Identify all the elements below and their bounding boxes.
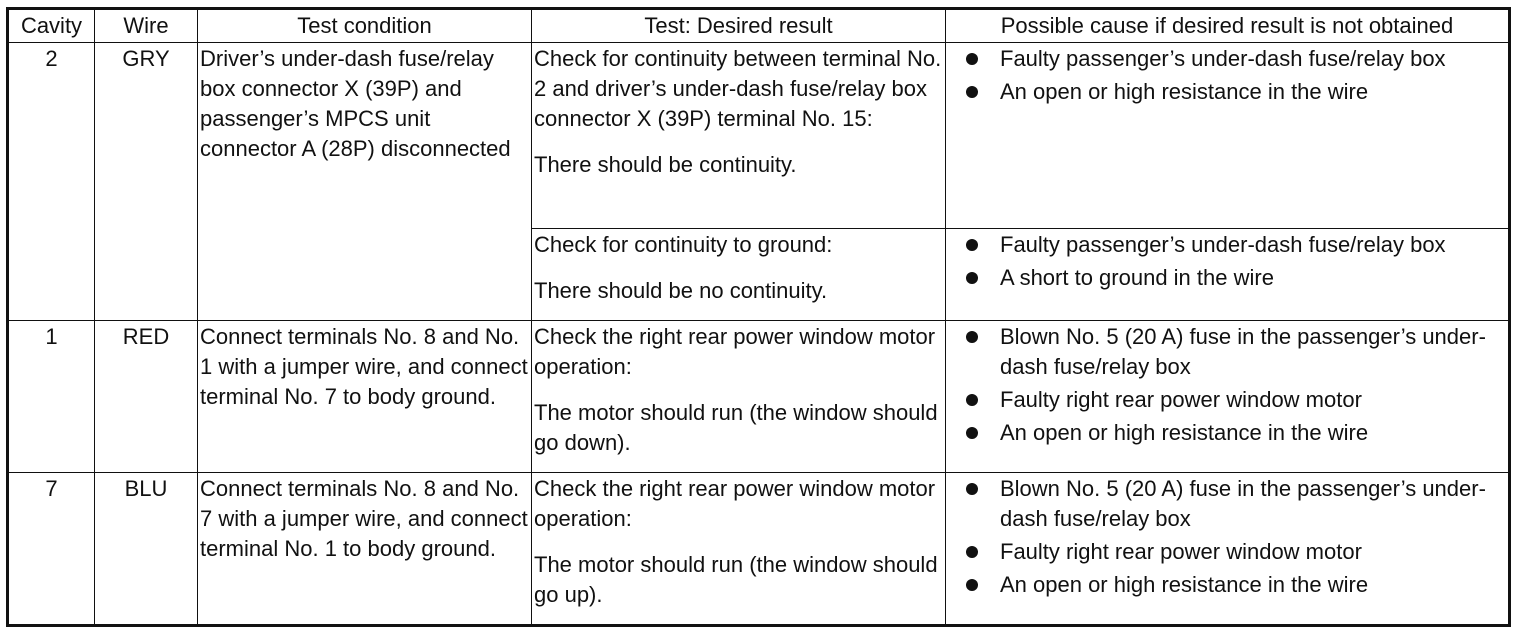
header-row bbox=[8, 9, 1510, 43]
list-item: Blown No. 5 (20 A) fuse in the passenger’s under-dash fuse/relay box bbox=[948, 322, 1506, 382]
test-check-text: Check for continuity to ground: bbox=[534, 232, 833, 257]
troubleshooting-table bbox=[6, 7, 1511, 627]
cause-list bbox=[948, 322, 1506, 448]
table-row bbox=[8, 321, 1510, 473]
test-result-text: There should be continuity. bbox=[534, 152, 797, 177]
header-possible-cause: Possible cause if desired result is not obtained bbox=[946, 9, 1510, 43]
desired-result-cell bbox=[532, 321, 946, 473]
list-item: A short to ground in the wire bbox=[948, 263, 1506, 293]
list-item: An open or high resistance in the wire bbox=[948, 418, 1506, 448]
table-row bbox=[8, 43, 1510, 229]
desired-result-cell bbox=[532, 43, 946, 229]
condition-cell: Driver’s under-dash fuse/relay box connector X (39P) and passenger’s MPCS unit connector A (28P) disconnected bbox=[198, 43, 532, 321]
possible-cause-cell bbox=[946, 229, 1510, 321]
condition-cell: Connect terminals No. 8 and No. 1 with a jumper wire, and connect terminal No. 7 to body ground. bbox=[198, 321, 532, 473]
table-row bbox=[8, 473, 1510, 626]
test-check-text: Check the right rear power window motor operation: bbox=[534, 476, 936, 531]
condition-cell: Connect terminals No. 8 and No. 7 with a jumper wire, and connect terminal No. 1 to body ground. bbox=[198, 473, 532, 626]
wire-cell: BLU bbox=[95, 473, 198, 626]
wire-cell: GRY bbox=[95, 43, 198, 321]
list-item: Faulty right rear power window motor bbox=[948, 385, 1506, 415]
cavity-cell: 1 bbox=[8, 321, 95, 473]
header-cavity: Cavity bbox=[8, 9, 95, 43]
possible-cause-cell bbox=[946, 473, 1510, 626]
cavity-cell: 2 bbox=[8, 43, 95, 321]
cavity-cell: 7 bbox=[8, 473, 95, 626]
list-item: Faulty passenger’s under-dash fuse/relay box bbox=[948, 44, 1506, 74]
test-result-text: The motor should run (the window should go down). bbox=[534, 400, 938, 455]
test-check-text: Check the right rear power window motor operation: bbox=[534, 324, 936, 379]
cause-list bbox=[948, 44, 1506, 107]
possible-cause-cell bbox=[946, 321, 1510, 473]
header-wire: Wire bbox=[95, 9, 198, 43]
desired-result-cell bbox=[532, 229, 946, 321]
list-item: An open or high resistance in the wire bbox=[948, 77, 1506, 107]
header-desired-result: Test: Desired result bbox=[532, 9, 946, 43]
list-item: Faulty passenger’s under-dash fuse/relay box bbox=[948, 230, 1506, 260]
header-test-condition: Test condition bbox=[198, 9, 532, 43]
possible-cause-cell bbox=[946, 43, 1510, 229]
test-result-text: There should be no continuity. bbox=[534, 278, 828, 303]
list-item: An open or high resistance in the wire bbox=[948, 570, 1506, 600]
wire-cell: RED bbox=[95, 321, 198, 473]
test-check-text: Check for continuity between terminal No. 2 and driver’s under-dash fuse/relay box connector X (39P) terminal No. 15: bbox=[534, 46, 942, 131]
cause-list bbox=[948, 474, 1506, 600]
list-item: Blown No. 5 (20 A) fuse in the passenger’s under-dash fuse/relay box bbox=[948, 474, 1506, 534]
desired-result-cell bbox=[532, 473, 946, 626]
cause-list bbox=[948, 230, 1506, 293]
list-item: Faulty right rear power window motor bbox=[948, 537, 1506, 567]
test-result-text: The motor should run (the window should go up). bbox=[534, 552, 938, 607]
